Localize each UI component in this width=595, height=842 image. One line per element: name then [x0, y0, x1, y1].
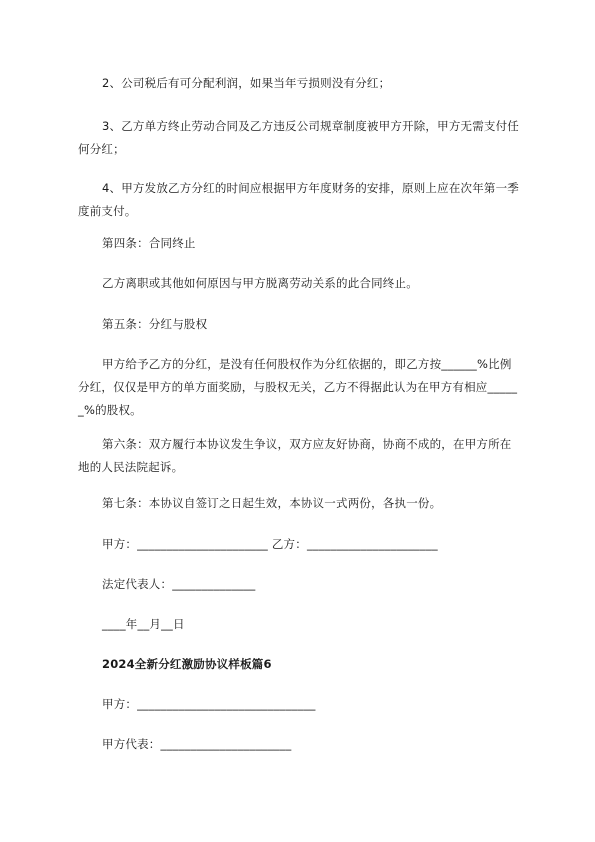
- date-line: ____年__月__日: [102, 617, 185, 631]
- article-7-effective: 第七条：本协议自签订之日起生效，本协议一式两份，各执一份。: [102, 496, 442, 510]
- section-title-6: 2024全新分红激励协议样板篇6: [102, 657, 272, 671]
- article-5-heading: 第五条：分红与股权: [102, 317, 208, 331]
- party-a-representative-line: 甲方代表：______________________: [102, 737, 292, 751]
- legal-representative-line: 法定代表人：______________: [102, 577, 256, 591]
- article-6-dispute: 第六条：双方履行本协议发生争议，双方应友好协商，协商不成的，在甲方所在地的人民法院起诉。: [78, 437, 512, 474]
- party-a-line: 甲方：______________________________: [102, 697, 316, 711]
- article-4-body: 乙方离职或其他如何原因与甲方脱离劳动关系的此合同终止。: [102, 276, 418, 290]
- clause-3-termination-no-dividend: 3、乙方单方终止劳动合同及乙方违反公司规章制度被甲方开除，甲方无需支付任何分红；: [78, 119, 520, 156]
- signature-party-a-b-line: 甲方：______________________ 乙方：______________________: [102, 537, 438, 551]
- article-4-heading: 第四条：合同终止: [102, 236, 196, 250]
- article-5-body: 甲方给予乙方的分红，是没有任何股权作为分红依据的，即乙方按______%比例分红，仅仅是甲方的单方面奖励，与股权无关，乙方不得据此认为在甲方有相应______%的股权。: [78, 357, 518, 417]
- clause-2-profit-condition: 2、公司税后有可分配利润，如果当年亏损则没有分红；: [102, 76, 391, 90]
- clause-4-payment-timing: 4、甲方发放乙方分红的时间应根据甲方年度财务的安排，原则上应在次年第一季度前支付。: [78, 181, 520, 218]
